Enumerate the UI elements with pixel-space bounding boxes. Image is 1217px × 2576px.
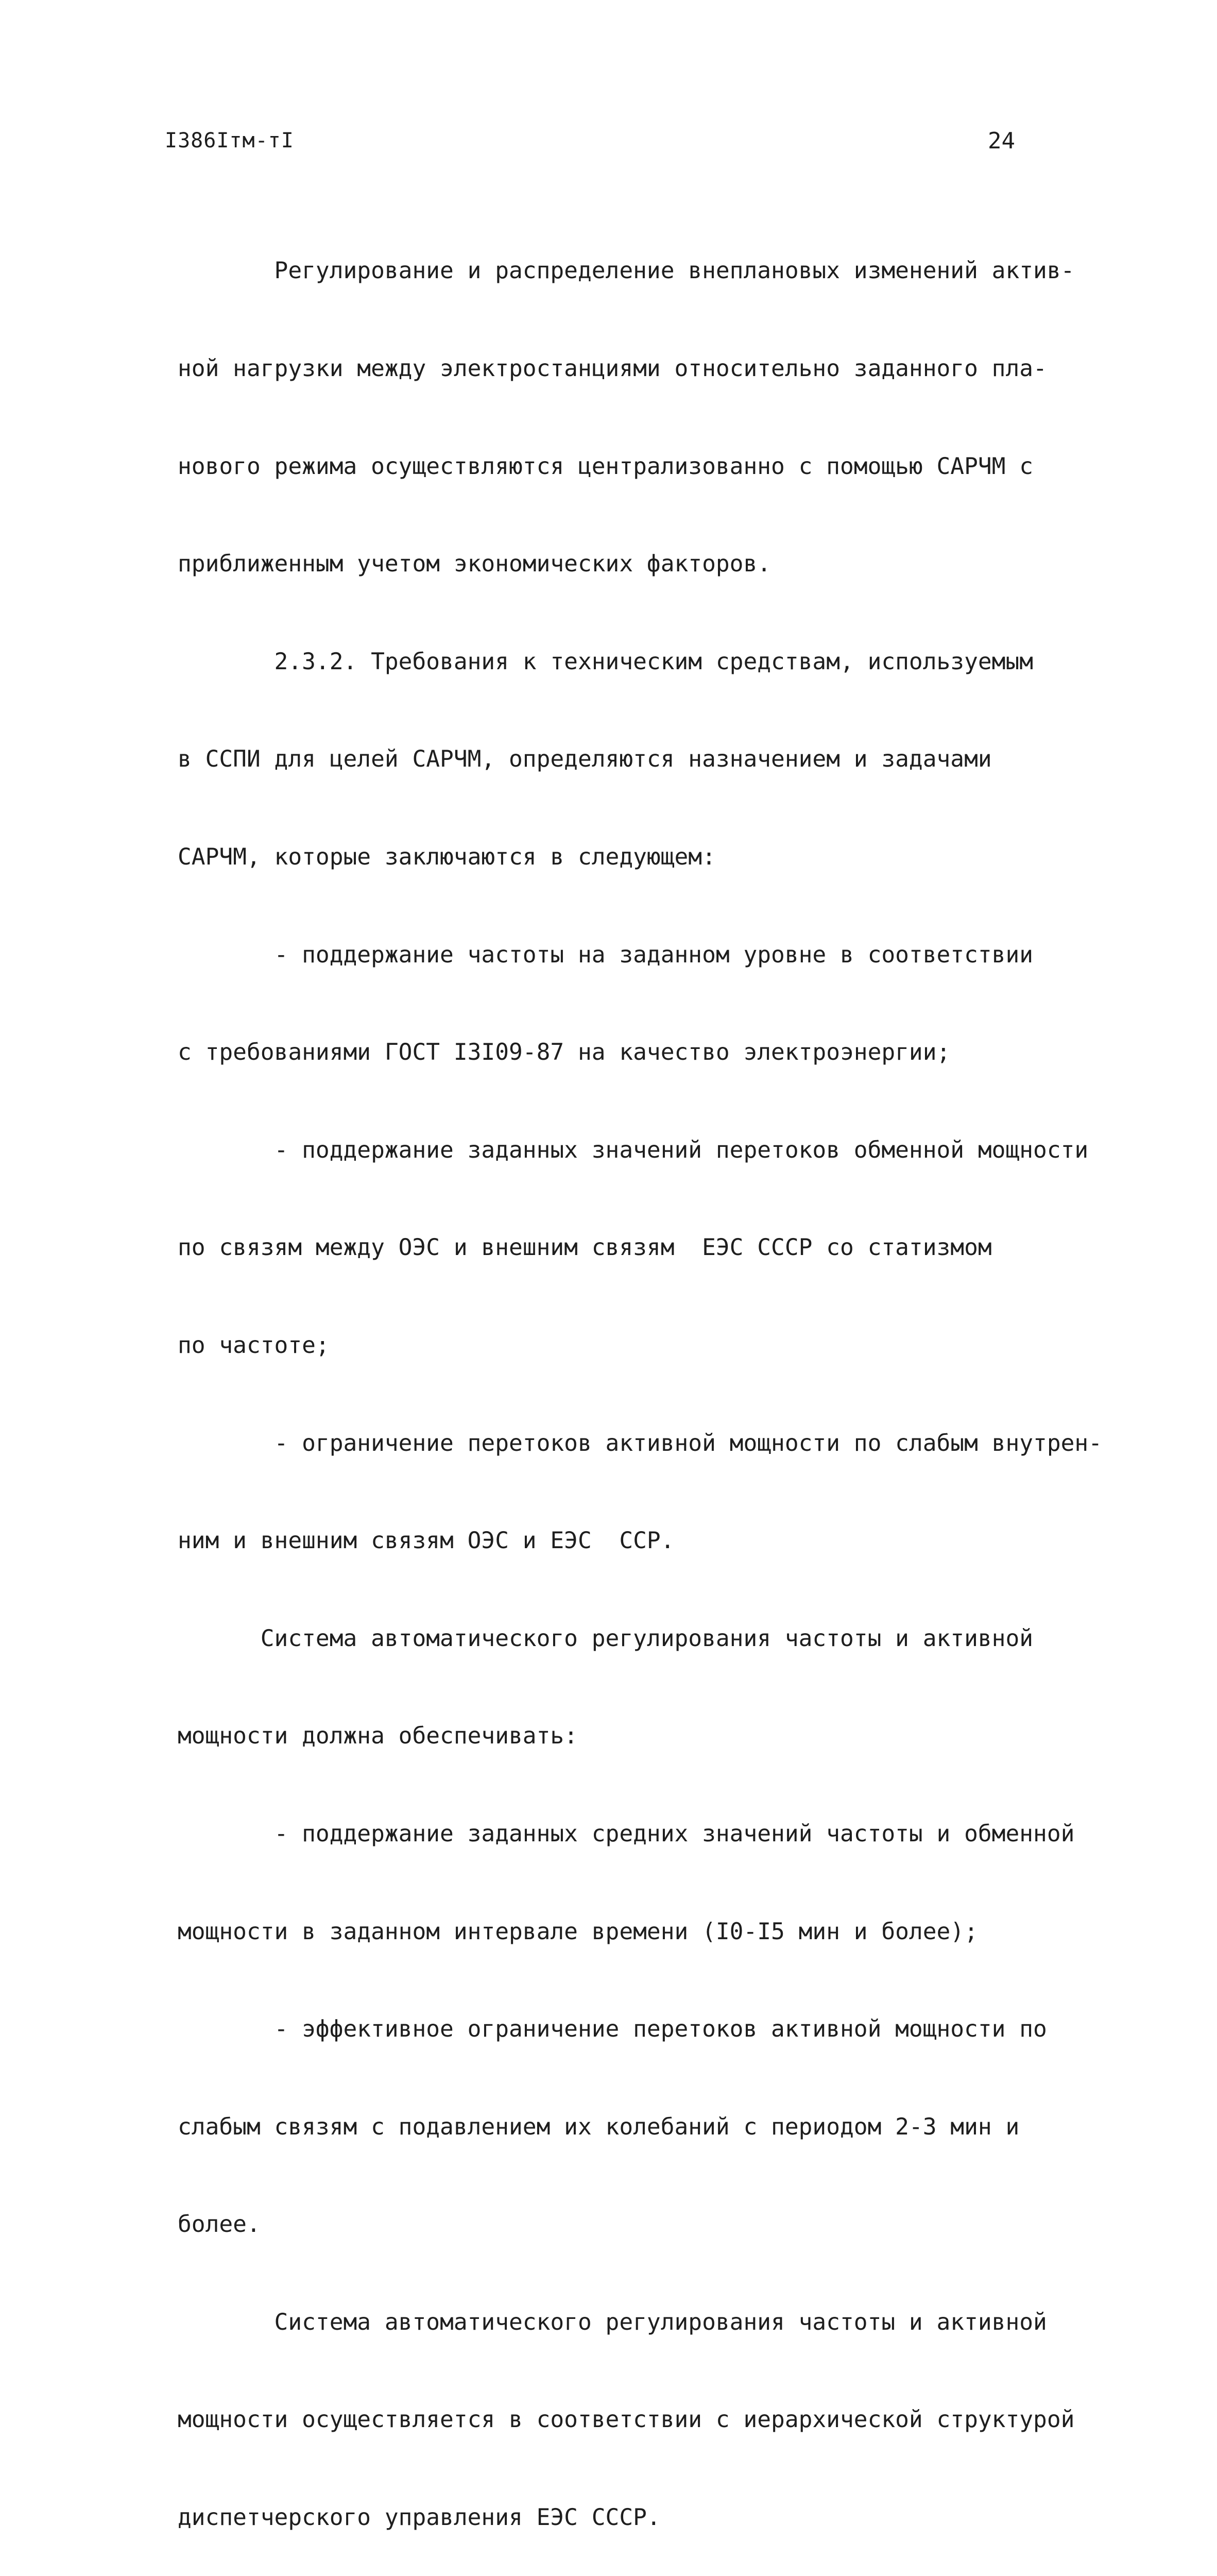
- text-line: по связям между ОЭС и внешним связям ЕЭС СССР со статизмом: [178, 1234, 992, 1261]
- text-line: Система автоматического регулирования частоты и активной: [178, 2309, 1047, 2335]
- text-line: приближенным учетом экономических факторов.: [178, 551, 772, 578]
- text-line: нового режима осуществляются централизованно с помощью САРЧМ с: [178, 453, 1034, 480]
- text-line: диспетчерского управления ЕЭС СССР.: [178, 2504, 661, 2531]
- text-line: 2.3.2. Требования к техническим средствам, используемым: [178, 648, 1034, 675]
- text-line: мощности должна обеспечивать:: [178, 1723, 578, 1750]
- text-line: мощности осуществляется в соответствии с иерархической структурой: [178, 2406, 1075, 2433]
- text-line: Регулирование и распределение внеплановых изменений актив-: [178, 258, 1075, 284]
- text-line: - эффективное ограничение перетоков активной мощности по: [178, 2016, 1047, 2043]
- text-line: - ограничение перетоков активной мощности по слабым внутрен-: [178, 1430, 1103, 1456]
- document-code: I386Iтм-тI: [165, 129, 294, 152]
- text-line: Система автоматического регулирования частоты и активной: [178, 1625, 1034, 1652]
- body-text: [178, 190, 1103, 2576]
- text-line: с требованиями ГОСТ I3I09-87 на качество электроэнергии;: [178, 1039, 951, 1066]
- text-line: слабым связям с подавлением их колебаний с периодом 2-3 мин и: [178, 2113, 1020, 2140]
- text-line: САРЧМ, которые заключаются в следующем:: [178, 843, 716, 870]
- text-line: - поддержание частоты на заданном уровне в соответствии: [178, 941, 1034, 968]
- page-number: 24: [988, 128, 1015, 154]
- text-line: в ССПИ для целей САРЧМ, определяются назначением и задачами: [178, 746, 992, 773]
- text-line: мощности в заданном интервале времени (I0-I5 мин и более);: [178, 1918, 978, 1945]
- text-line: более.: [178, 2211, 261, 2238]
- text-line: ной нагрузки между электростанциями относительно заданного пла-: [178, 355, 1047, 382]
- text-line: ним и внешним связям ОЭС и ЕЭС ССР.: [178, 1528, 675, 1554]
- text-line: по частоте;: [178, 1332, 330, 1359]
- text-line: - поддержание заданных средних значений частоты и обменной: [178, 1820, 1075, 1847]
- text-line: - поддержание заданных значений перетоков обменной мощности: [178, 1137, 1089, 1163]
